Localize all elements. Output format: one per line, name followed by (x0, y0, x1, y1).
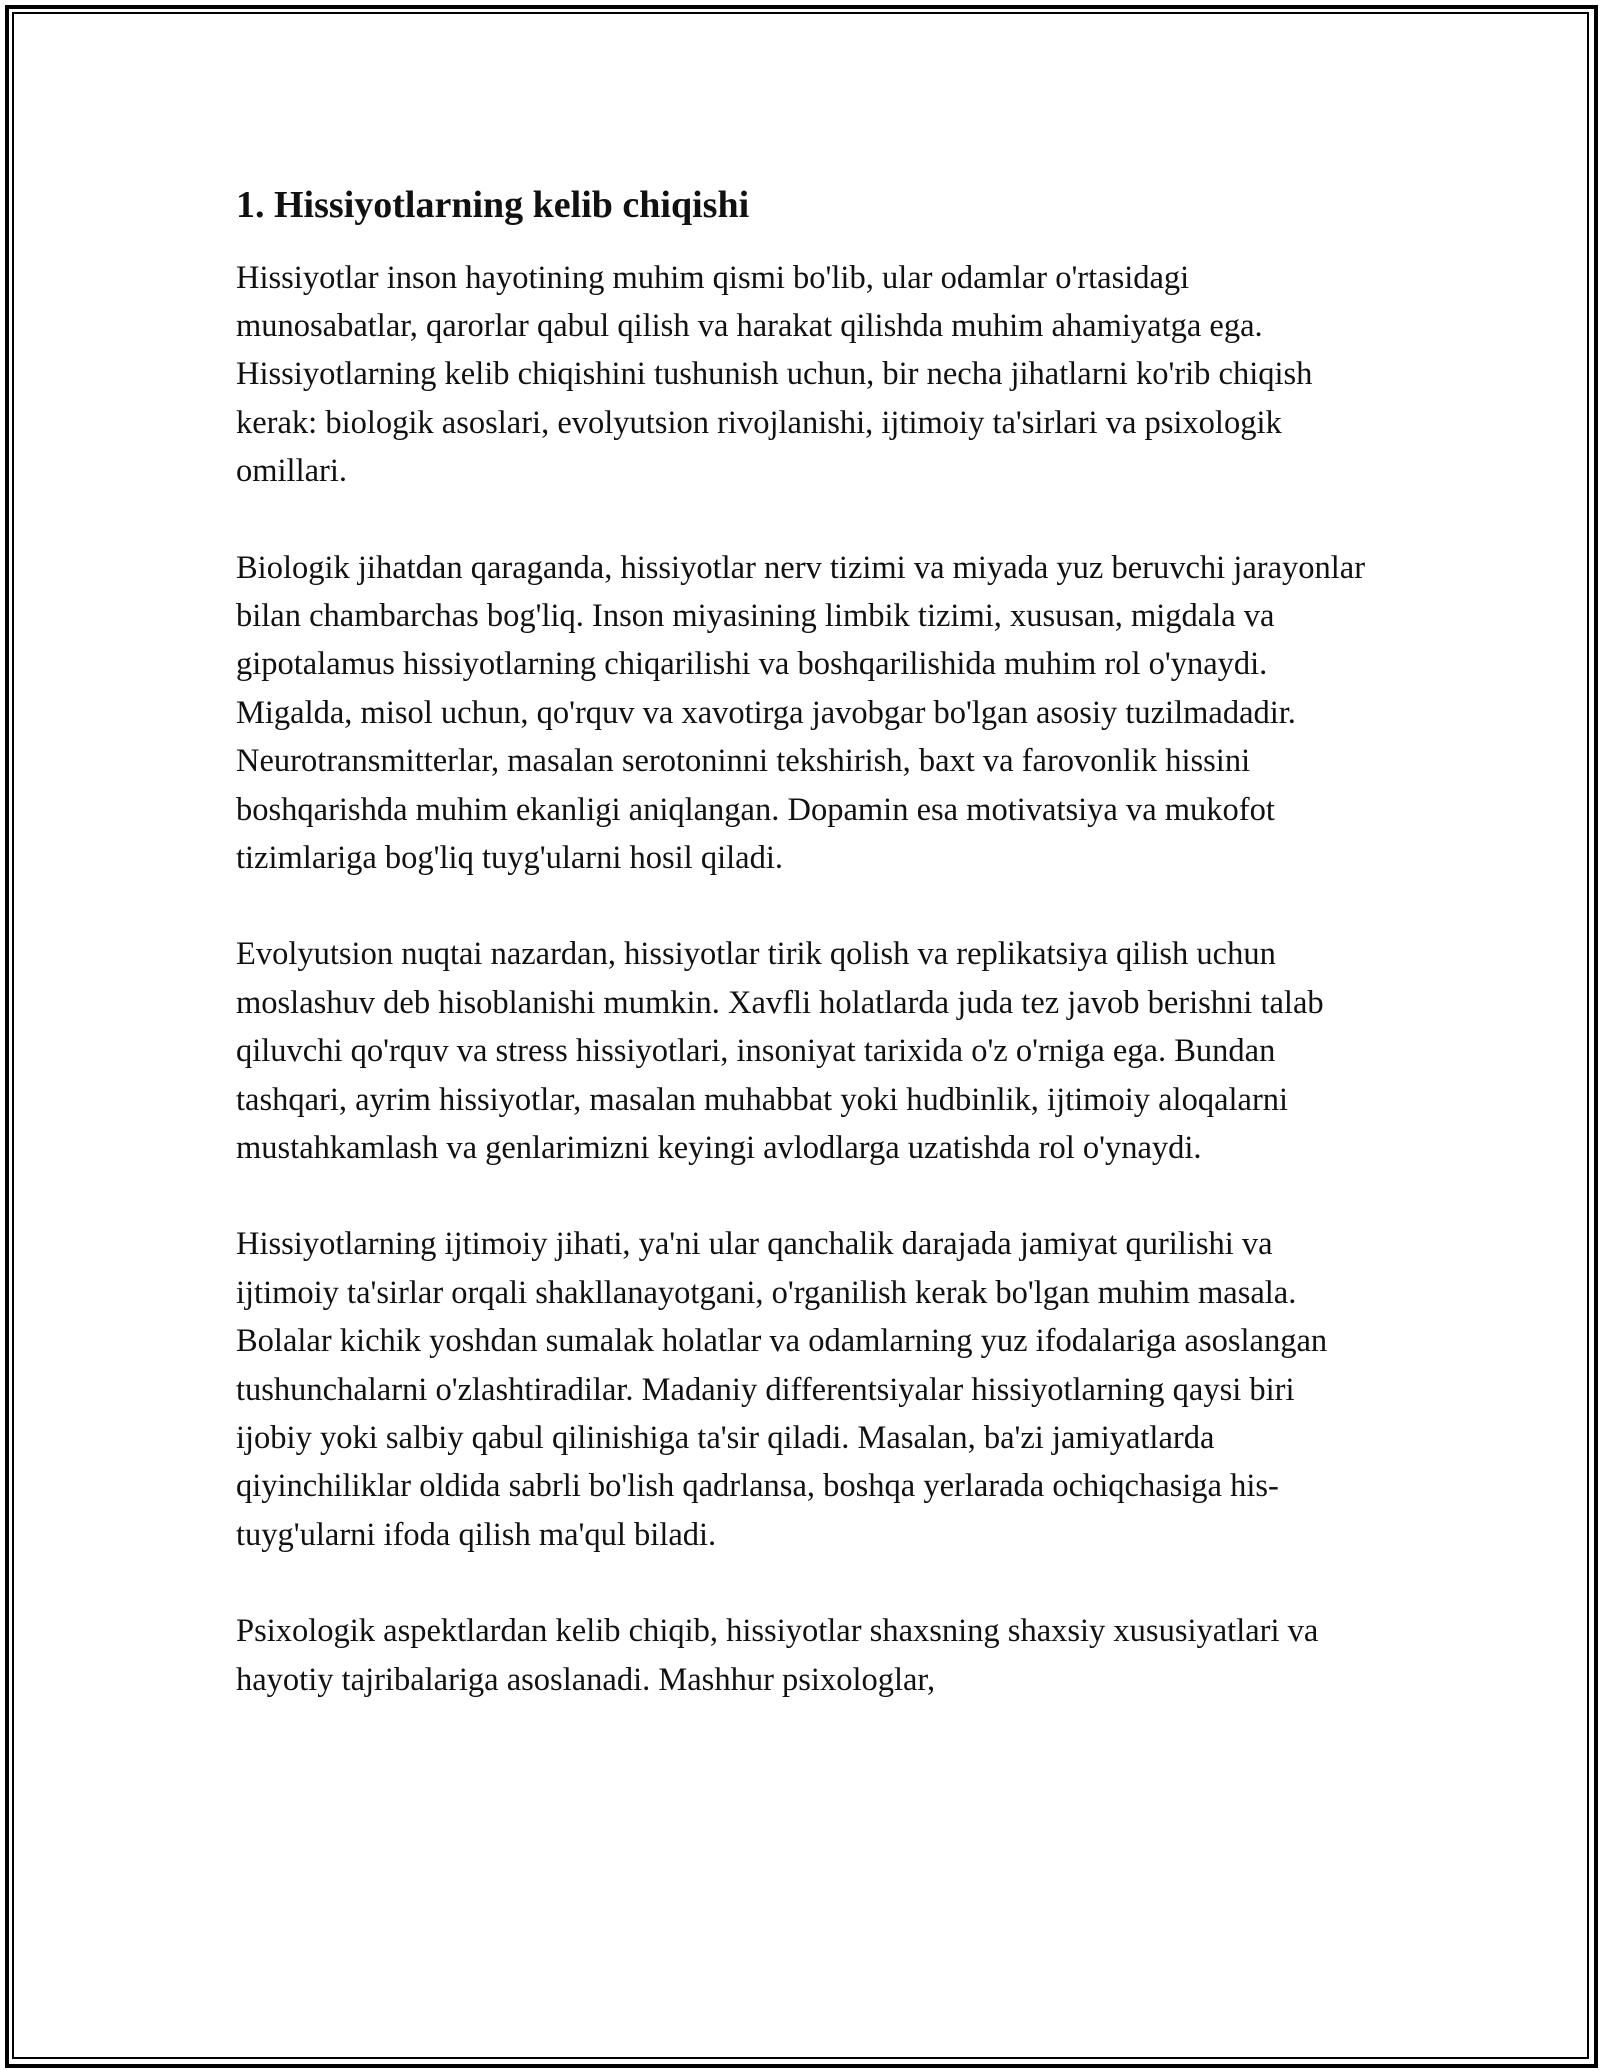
document-content (236, 182, 1366, 1752)
paragraph-evolutionary: Evolyutsion nuqtai nazardan, hissiyotlar tirik qolish va replikatsiya qilish uchun moslashuv deb hisoblanishi mumkin. Xavfli holatlarda juda tez javob berishni talab qiluvchi qo'rquv va stress hissiyotlari, insoniyat tarixida o'z o'rniga ega. Bundan tashqari, ayrim hissiyotlar, masalan muhabbat yoki hudbinlik, ijtimoiy aloqalarni mustahkamlash va genlarimizni keyingi avlodlarga uzatishda rol o'ynaydi. (236, 936, 1324, 1166)
paragraph-intro: Hissiyotlar inson hayotining muhim qismi bo'lib, ular odamlar o'rtasidagi munosabatlar, qarorlar qabul qilish va harakat qilishda muhim ahamiyatga ega. Hissiyotlarning kelib chiqishini tushunish uchun, bir necha jihatlarni ko'rib chiqish kerak: biologik asoslari, evolyutsion rivojlanishi, ijtimoiy ta'sirlari va psixologik omillari. (236, 259, 1313, 490)
section-title: 1. Hissiyotlarning kelib chiqishi (236, 184, 750, 226)
paragraph-psychological: Psixologik aspektlardan kelib chiqib, hissiyotlar shaxsning shaxsiy xususiyatlari va hayotiy tajribalariga asoslanadi. Mashhur psixologlar, (236, 1613, 1319, 1698)
paragraph-biological: Biologik jihatdan qaraganda, hissiyotlar nerv tizimi va miyada yuz beruvchi jarayonlar bilan chambarchas bog'liq. Inson miyasining limbik tizimi, xususan, migdala va gipotalamus hissiyotlarning chiqarilishi va boshqarilishida muhim rol o'ynaydi. Migalda, misol uchun, qo'rquv va xavotirga javobgar bo'lgan asosiy tuzilmadadir. Neurotransmitterlar, masalan serotoninni tekshirish, baxt va farovonlik hissini boshqarishda muhim ekanligi aniqlangan. Dopamin esa motivatsiya va mukofot tizimlariga bog'liq tuyg'ularni hosil qiladi. (236, 549, 1366, 876)
paragraph-social: Hissiyotlarning ijtimoiy jihati, ya'ni ular qanchalik darajada jamiyat qurilishi va ijtimoiy ta'sirlar orqali shakllanayotgani, o'rganilish kerak bo'lgan muhim masala. Bolalar kichik yoshdan sumalak holatlar va odamlarning yuz ifodalariga asoslangan tushunchalarni o'zlashtiradilar. Madaniy differentsiyalar hissiyotlarning qaysi biri ijobiy yoki salbiy qabul qilinishiga ta'sir qiladi. Masalan, ba'zi jamiyatlarda qiyinchiliklar oldida sabrli bo'lish qadrlansa, boshqa yerlarada ochiqchasiga his-tuyg'ularni ifoda qilish ma'qul biladi. (236, 1226, 1328, 1553)
